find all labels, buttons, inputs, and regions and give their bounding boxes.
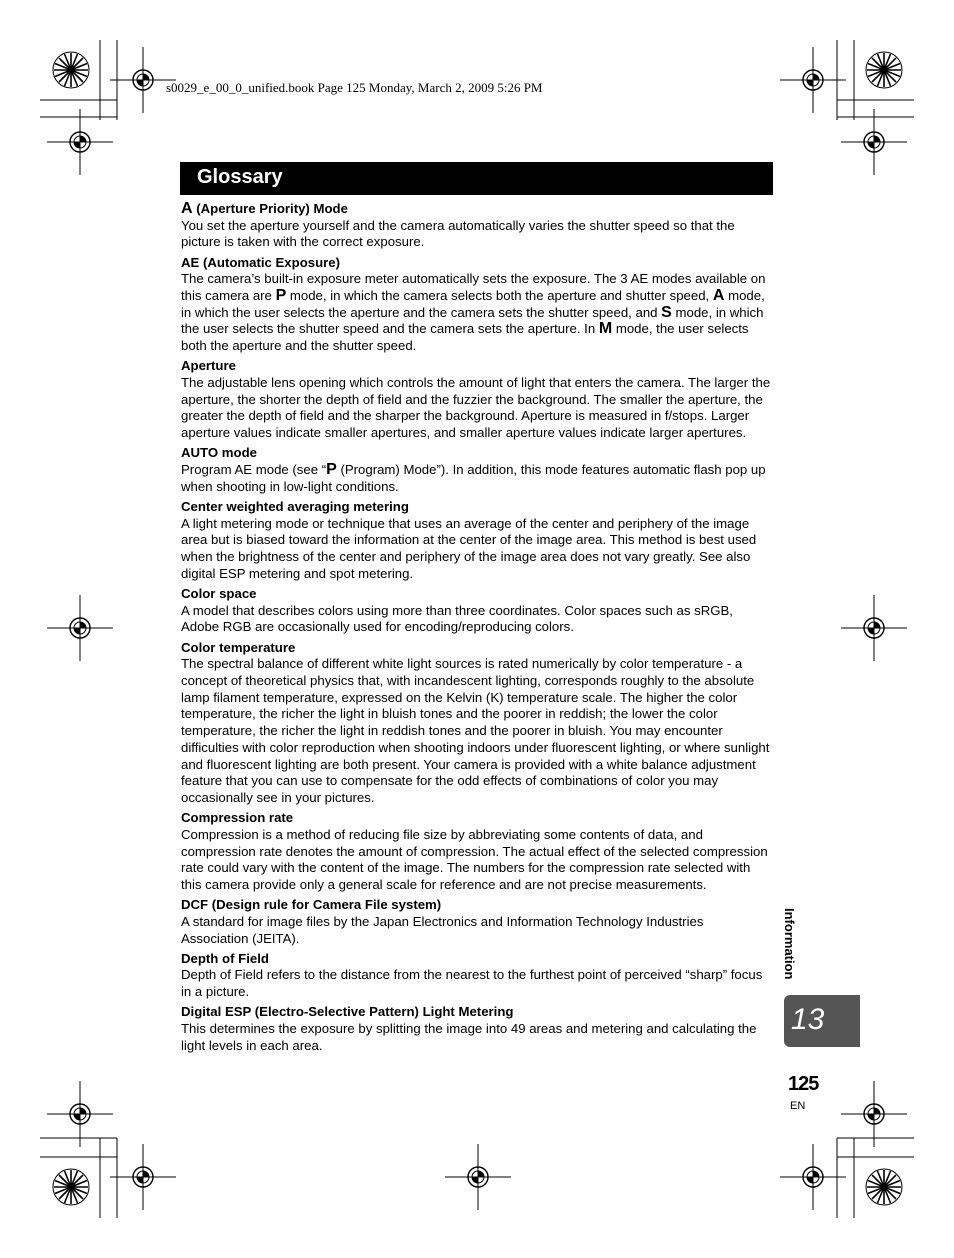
glossary-term: Digital ESP (Electro-Selective Pattern) Light Metering <box>181 1004 514 1020</box>
glossary-entry <box>181 255 773 355</box>
glossary-term: Aperture <box>181 358 236 374</box>
chapter-number: 13 <box>791 1003 825 1036</box>
glossary-entry <box>181 897 773 947</box>
glossary-entry <box>181 499 773 583</box>
glossary-definition: Compression is a method of reducing file size by abbreviating some contents of data, and compression rate denotes the amount of compression. The actual effect of the selected compression rate could vary with the content of the image. The numbers for the compression rate selected with this camera provide only a general scale for reference and are not precise measurements. <box>181 826 768 892</box>
glossary-term: Depth of Field <box>181 950 269 966</box>
glossary-term: AUTO mode <box>181 445 257 461</box>
glossary-entry <box>181 951 773 1001</box>
glossary-entry <box>181 358 773 442</box>
language-code: EN <box>790 1100 806 1112</box>
glossary-content <box>181 201 773 1058</box>
glossary-definition: You set the aperture yourself and the camera automatically varies the shutter speed so that the picture is taken with the correct exposure. <box>181 217 735 250</box>
glossary-definition: This determines the exposure by splitting the image into 49 areas and metering and calculating the light levels in each area. <box>181 1021 757 1053</box>
glossary-definition: Program AE mode (see “P (Program) Mode”). In addition, this mode features automatic flash pop up when shooting in low-light conditions. <box>181 461 766 494</box>
program-mode-icon: P <box>326 461 337 479</box>
chapter-tab <box>784 995 860 1047</box>
glossary-term: A (Aperture Priority) Mode <box>181 200 348 217</box>
glossary-entry <box>181 810 773 894</box>
section-title-bar <box>180 162 773 195</box>
page-number: 125 <box>788 1073 819 1095</box>
glossary-definition: A standard for image files by the Japan Electronics and Information Technology Industries Association (JEITA). <box>181 913 704 946</box>
glossary-entry <box>181 445 773 495</box>
section-label-text: Information <box>782 908 797 980</box>
section-side-label <box>782 908 802 990</box>
glossary-definition: The adjustable lens opening which controls the amount of light that enters the camera. The larger the aperture, the shorter the depth of field and the fuzzier the background. The smaller the aperture, the greater the depth of field and the sharper the background. Aperture is measured in f/stops. Larger aperture values indicate smaller apertures, and smaller aperture values indicate larger apertures. <box>181 375 771 441</box>
glossary-definition: The spectral balance of different white light sources is rated numerically by color temperature - a concept of theoretical physics that, with incandescent lighting, corresponds roughly to the absolute lamp filament temperature, expressed on the Kelvin (K) temperature scale. The higher the color temperature, the richer the light in bluish tones and the poorer in reddish; the lower the color temperature, the richer the light in reddish tones and the poorer in bluish. You may encounter difficulties with color reproduction when shooting indoors under fluorescent lighting, or where sunlight and fluorescent lighting are both present. Your camera is provided with a white balance adjustment feature that you can use to compensate for the odd effects of combinations of color you may occasionally see in your pictures. <box>181 656 770 805</box>
glossary-term: Center weighted averaging metering <box>181 498 409 514</box>
glossary-entry <box>181 586 773 636</box>
glossary-term: Color space <box>181 585 257 601</box>
aperture-mode-icon: A <box>181 200 193 217</box>
program-mode-icon: P <box>275 287 287 305</box>
glossary-term: Compression rate <box>181 810 294 826</box>
glossary-definition: A light metering mode or technique that uses an average of the center and periphery of the image area but is biased toward the information at the center of the image area. This method is best used when the brightness of the center and periphery of the image area does not vary greatly. See also digital ESP metering and spot metering. <box>181 515 757 581</box>
book-info-header: s0029_e_00_0_unified.book Page 125 Monday, March 2, 2009 5:26 PM <box>166 80 543 95</box>
glossary-term: Color temperature <box>181 639 296 655</box>
shutter-mode-icon: S <box>661 303 672 321</box>
glossary-definition: The camera’s built-in exposure meter automatically sets the exposure. The 3 AE modes available on this camera are P mode, in which the camera selects both the aperture and shutter speed, A mode, in which the user selects the aperture and the camera sets the shutter speed, and S mode, in which the user selects the shutter speed and the camera sets the aperture. In M mode, the user selects both the aperture and the shutter speed. <box>181 271 766 354</box>
glossary-entry <box>181 201 773 251</box>
manual-mode-icon: M <box>598 320 613 338</box>
glossary-term: DCF (Design rule for Camera File system) <box>181 897 442 913</box>
glossary-term: AE (Automatic Exposure) <box>181 254 341 270</box>
glossary-entry <box>181 1004 773 1054</box>
aperture-mode-icon: A <box>712 287 725 305</box>
glossary-definition: Depth of Field refers to the distance from the nearest to the furthest point of perceived “sharp” focus in a picture. <box>181 967 763 1000</box>
section-title: Glossary <box>197 166 283 188</box>
glossary-definition: A model that describes colors using more than three coordinates. Color spaces such as sRGB, Adobe RGB are occasionally used for encoding/reproducing colors. <box>181 602 733 635</box>
glossary-entry <box>181 640 773 807</box>
